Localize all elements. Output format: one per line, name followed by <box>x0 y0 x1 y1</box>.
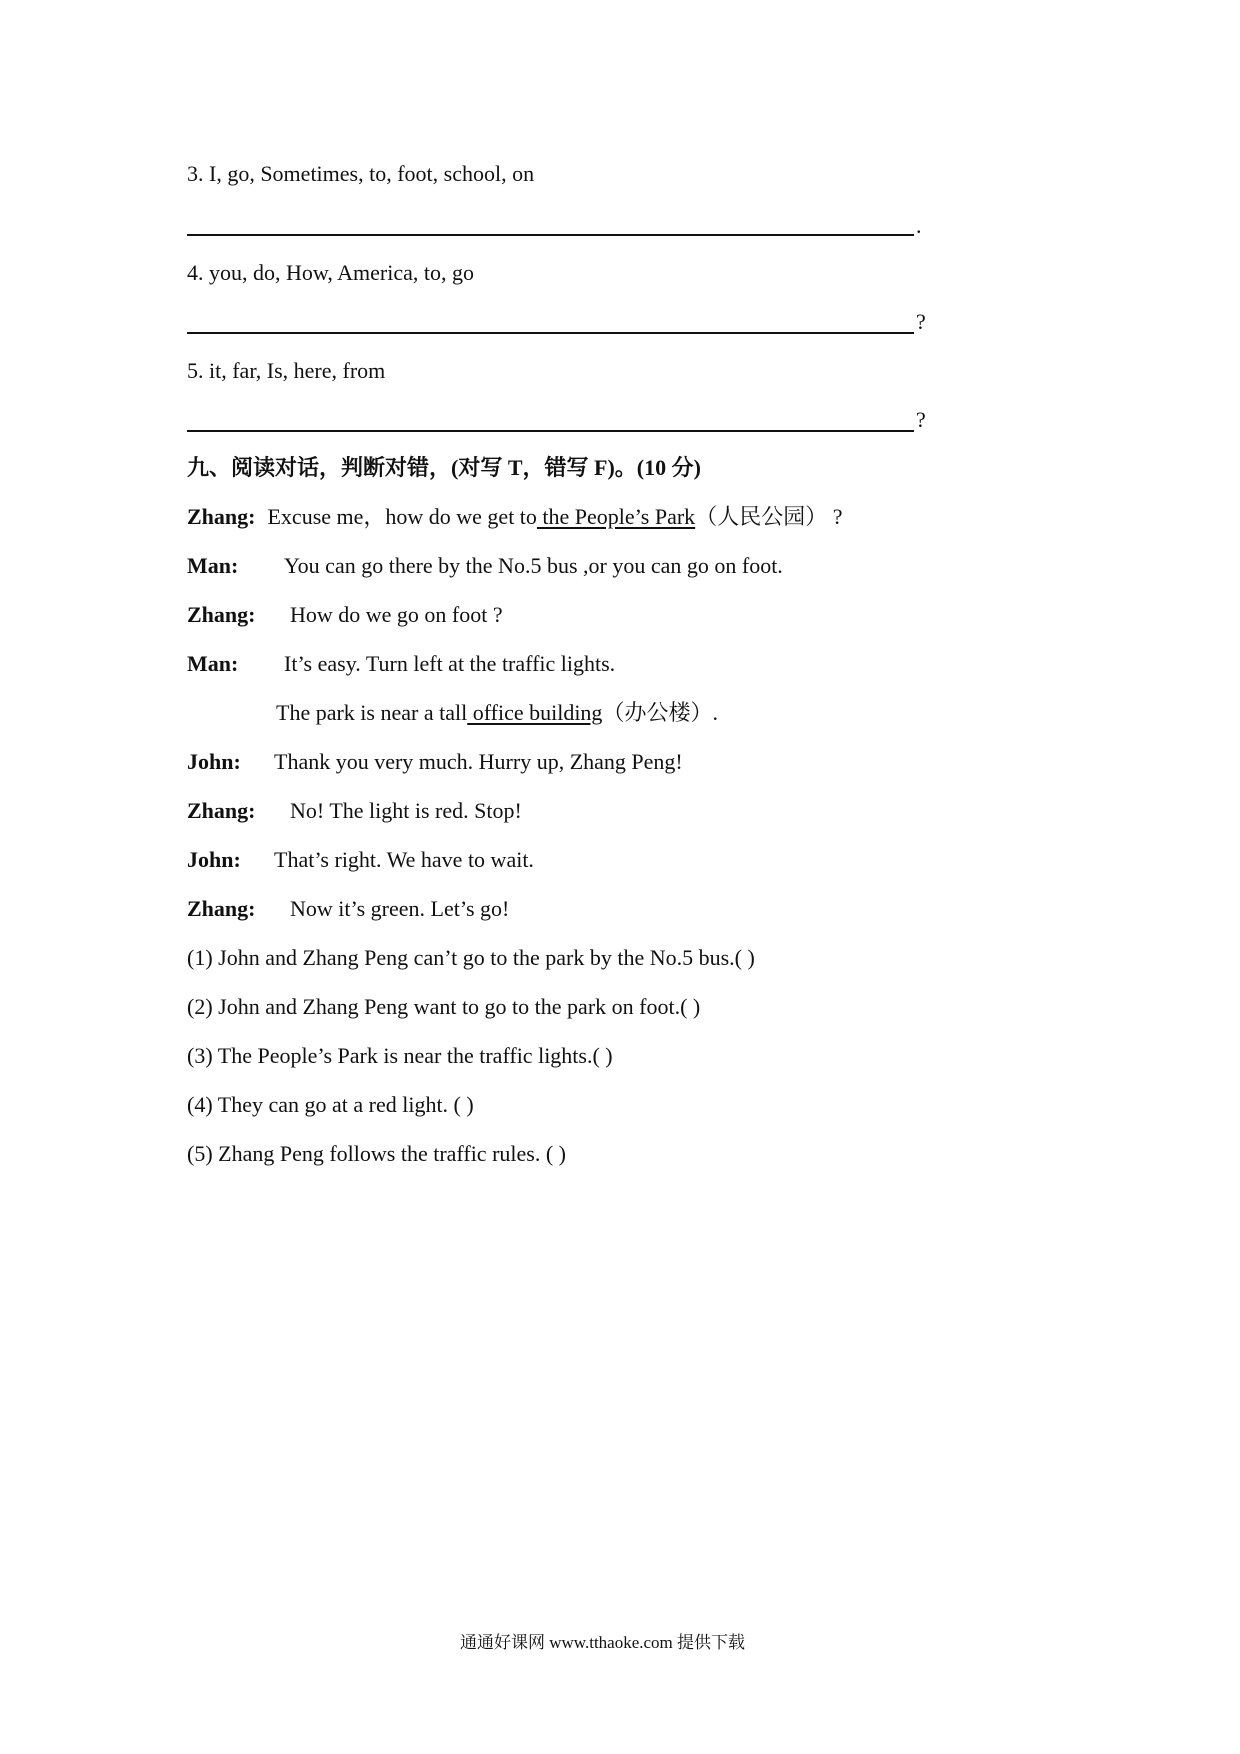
dialogue-text: That’s right. We have to wait. <box>274 847 534 872</box>
dialogue-text: It’s easy. Turn left at the traffic lights. <box>284 651 616 676</box>
dialogue-text: How do we go on foot ? <box>290 602 503 627</box>
speaker-label: Zhang: <box>187 896 256 921</box>
sentence-5-prompt: 5. it, far, Is, here, from <box>187 358 386 383</box>
underlined-term: the People’s Park <box>536 504 696 529</box>
speaker-label: Zhang: <box>187 798 256 823</box>
underlined-term: office building <box>467 700 603 725</box>
question-1[interactable]: (1) John and Zhang Peng can’t go to the park by the No.5 bus.( ) <box>187 945 755 970</box>
sentence-3-prompt: 3. I, go, Sometimes, to, foot, school, on <box>187 161 535 186</box>
dialogue-text: Thank you very much. Hurry up, Zhang Peng! <box>274 749 683 774</box>
sentence-3-answer-line[interactable] <box>187 234 914 236</box>
dialogue-text: The park is near a tall <box>276 700 468 725</box>
dialogue-line <box>276 699 718 727</box>
question-4[interactable]: (4) They can go at a red light. ( ) <box>187 1092 474 1117</box>
sentence-4-answer-line[interactable] <box>187 332 914 334</box>
dialogue-line <box>187 503 842 531</box>
speaker-label: John: <box>187 847 241 872</box>
question-5[interactable]: (5) Zhang Peng follows the traffic rules. ( ) <box>187 1141 566 1166</box>
speaker-label: Man: <box>187 553 239 578</box>
footer-credit: 通通好课网 www.tthaoke.com 提供下载 <box>460 1633 746 1652</box>
section-9-heading: 九、阅读对话，判断对错，(对写 T，错写 F)。(10 分) <box>187 455 701 480</box>
dialogue-text: No! The light is red. Stop! <box>290 798 522 823</box>
sentence-4-prompt: 4. you, do, How, America, to, go <box>187 260 474 285</box>
speaker-label: Man: <box>187 651 239 676</box>
speaker-label: Zhang: <box>187 504 256 529</box>
speaker-label: Zhang: <box>187 602 256 627</box>
question-3[interactable]: (3) The People’s Park is near the traffic lights.( ) <box>187 1043 613 1068</box>
sentence-3-end-mark: . <box>916 213 922 238</box>
dialogue-text: Excuse me，how do we get to <box>267 504 537 529</box>
dialogue-text: （办公楼）. <box>602 700 718 725</box>
sentence-4-end-mark: ? <box>916 309 926 334</box>
sentence-5-answer-line[interactable] <box>187 430 914 432</box>
dialogue-text: You can go there by the No.5 bus ,or you can go on foot. <box>284 553 783 578</box>
dialogue-text: （人民公园） ? <box>695 504 843 529</box>
dialogue-text: Now it’s green. Let’s go! <box>290 896 510 921</box>
speaker-label: John: <box>187 749 241 774</box>
sentence-5-end-mark: ? <box>916 407 926 432</box>
question-2[interactable]: (2) John and Zhang Peng want to go to the park on foot.( ) <box>187 994 701 1019</box>
